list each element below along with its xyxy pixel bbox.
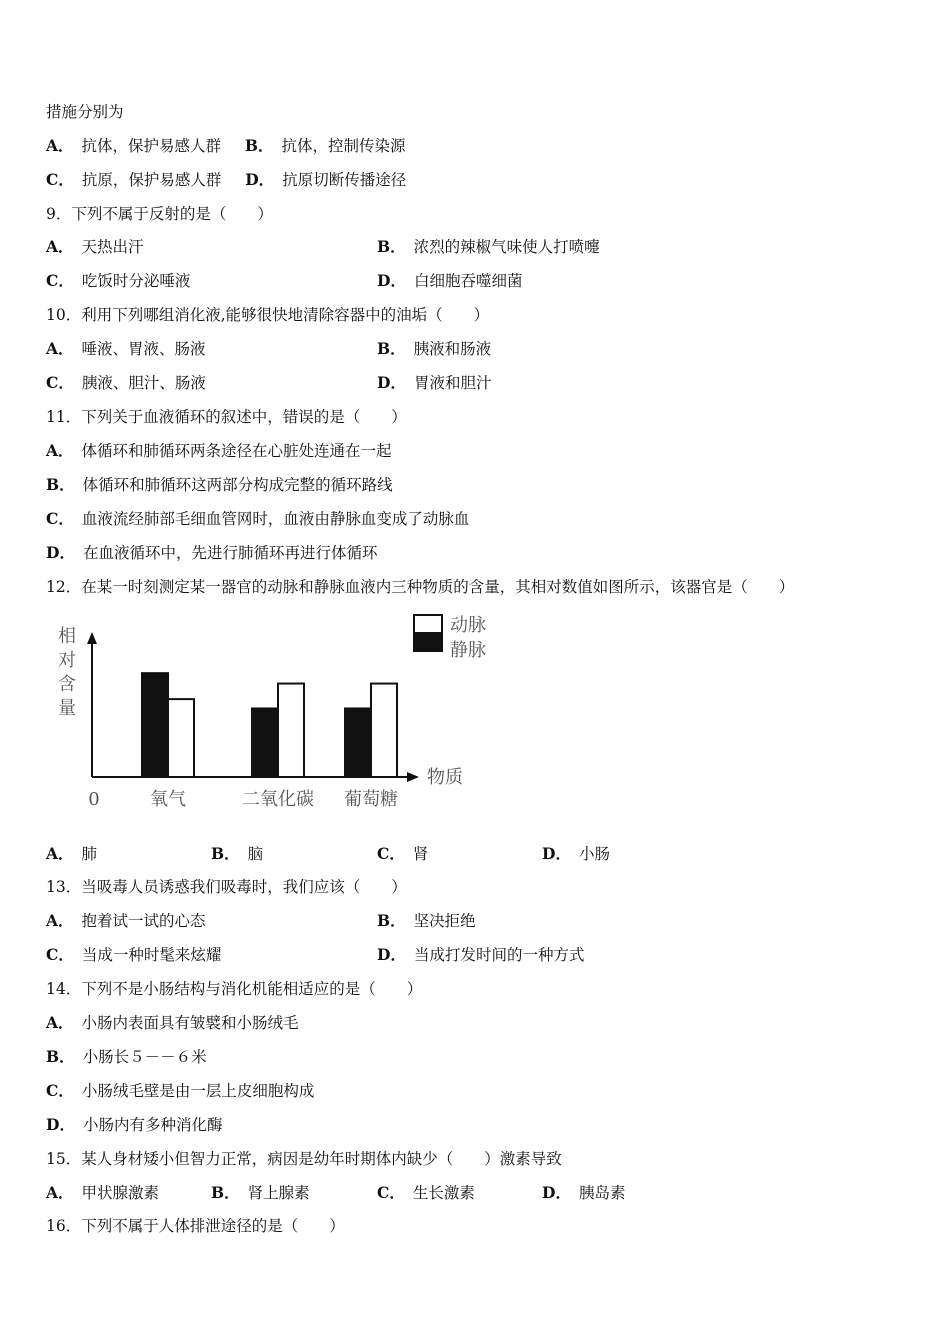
q10-option-b-text: 胰液和肠液 [413,340,492,358]
q14-stem: 14．下列不是小肠结构与消化机能相适应的是（ ） [46,980,423,998]
q13-option-d-label: D． [377,945,406,964]
q8-option-b-text: 抗体，控制传染源 [281,137,406,155]
q11-option-b [46,475,393,495]
q13-option-a-text: 抱着试一试的心态 [81,912,206,930]
bar-动脉-二氧化碳 [278,684,304,777]
q8-option-a-text: 抗体，保护易感人群 [81,137,222,155]
q15-option-c-text: 生长激素 [412,1184,475,1202]
q15-option-d [542,1183,625,1203]
bar-动脉-葡萄糖 [371,684,397,777]
q9-option-d-text: 白细胞吞噬细菌 [413,272,523,290]
q14-option-d-text: 小肠内有多种消化酶 [82,1116,223,1134]
q10-option-d [377,373,491,393]
q8-option-a-label: A． [46,136,74,155]
q13-option-b-label: B． [377,911,406,930]
q13-option-a [46,911,206,931]
q12-option-b-label: B． [211,844,240,863]
q10-option-c-label: C． [46,373,74,392]
q12-option-d [542,844,610,864]
legend-swatch-动脉 [414,615,442,633]
q13-option-b-text: 坚决拒绝 [413,912,476,930]
q10-option-d-text: 胃液和胆汁 [413,374,492,392]
q12-bar-chart [52,612,512,822]
q11-option-b-text: 体循环和肺循环这两部分构成完整的循环路线 [82,476,393,494]
q10-option-a-label: A． [46,339,74,358]
legend-label-动脉: 动脉 [450,615,486,636]
bar-静脉-葡萄糖 [345,708,371,777]
q9-option-d [377,271,522,291]
y-axis-label: 含 [58,674,76,695]
q15-option-b [211,1183,310,1203]
q9-option-a [46,237,144,257]
q13-option-a-label: A． [46,911,74,930]
q12-option-d-text: 小肠 [578,845,610,863]
q15-option-c-label: C． [377,1183,405,1202]
q15-option-c [377,1183,475,1203]
q13-stem: 13．当吸毒人员诱惑我们吸毒时，我们应该（ ） [46,878,407,896]
bar-动脉-氧气 [168,699,194,777]
x-axis-label: 物质 [427,767,463,788]
q8-options-row-2 [46,170,406,190]
q13-option-b [377,911,476,931]
q8-option-b-label: B． [244,136,274,155]
q14-option-c-text: 小肠绒毛壁是由一层上皮细胞构成 [81,1082,315,1100]
q9-option-a-label: A． [46,237,74,256]
q14-option-d-label: D． [46,1115,75,1134]
q11-option-d-label: D． [46,543,75,562]
chart-bars [142,673,397,777]
q12-option-c [377,844,428,864]
q8-option-c-label: C． [46,170,74,189]
q10-option-b [377,339,491,359]
q10-stem: 10．利用下列哪组消化液,能够很快地清除容器中的油垢（ ） [46,306,490,324]
y-axis-arrow-icon [87,632,97,644]
legend-label-静脉: 静脉 [450,640,486,661]
q13-option-c [46,945,221,965]
q16-stem: 16．下列不属于人体排泄途径的是（ ） [46,1217,345,1235]
bar-静脉-氧气 [142,673,168,777]
origin-label: 0 [88,789,100,810]
x-axis-arrow-icon [407,772,419,782]
y-axis-label: 相 [58,626,76,647]
q11-option-a-text: 体循环和肺循环两条途径在心脏处连通在一起 [81,442,392,460]
q15-option-d-text: 胰岛素 [578,1184,626,1202]
q15-option-a-label: A． [46,1183,74,1202]
q12-option-b [211,844,263,864]
q9-stem: 9．下列不属于反射的是（ ） [46,205,273,223]
q10-option-a [46,339,206,359]
q12-option-a [46,844,97,864]
q10-option-d-label: D． [377,373,406,392]
q14-option-a-label: A． [46,1013,74,1032]
q14-option-b-label: B． [46,1047,75,1066]
x-tick-label: 二氧化碳 [242,789,314,810]
q9-option-c [46,271,190,291]
q10-option-b-label: B． [377,339,406,358]
q14-option-b-text: 小肠长５－－６米 [82,1048,207,1066]
q11-option-c-text: 血液流经肺部毛细血管网时，血液由静脉血变成了动脉血 [81,510,470,528]
q12-option-c-label: C． [377,844,405,863]
q14-option-a-text: 小肠内表面具有皱襞和小肠绒毛 [81,1014,299,1032]
q13-option-d [377,945,584,965]
q13-option-c-text: 当成一种时髦来炫耀 [81,946,222,964]
q9-option-b [377,237,600,257]
q9-option-c-text: 吃饭时分泌唾液 [81,272,191,290]
q11-stem: 11．下列关于血液循环的叙述中，错误的是（ ） [46,408,407,426]
q11-option-a [46,441,392,461]
q10-option-c [46,373,206,393]
q8-option-c-text: 抗原，保护易感人群 [81,171,222,189]
q9-option-b-text: 浓烈的辣椒气味使人打喷嚏 [413,238,600,256]
q9-option-d-label: D． [377,271,406,290]
q15-option-a-text: 甲状腺激素 [81,1184,160,1202]
q8-option-d-label: D． [245,170,275,189]
q11-option-b-label: B． [46,475,75,494]
q12-option-d-label: D． [542,844,571,863]
q8-options-row-1 [46,136,406,156]
bar-静脉-二氧化碳 [252,708,278,777]
y-axis-label: 对 [58,650,76,671]
q11-option-d [46,543,377,563]
q12-option-a-label: A． [46,844,74,863]
q12-option-c-text: 肾 [412,845,429,863]
q14-option-c [46,1081,314,1101]
q11-option-a-label: A． [46,441,74,460]
x-tick-label: 氧气 [150,789,186,810]
legend-swatch-静脉 [414,633,442,651]
q15-option-b-label: B． [211,1183,240,1202]
q10-option-c-text: 胰液、胆汁、肠液 [81,374,206,392]
q15-stem: 15．某人身材矮小但智力正常，病因是幼年时期体内缺少（ ）激素导致 [46,1150,562,1168]
q9-option-a-text: 天热出汗 [81,238,144,256]
q14-option-d [46,1115,222,1135]
q12-stem: 12．在某一时刻测定某一器官的动脉和静脉血液内三种物质的含量，其相对数值如图所示，该器官是（ ） [46,578,795,596]
q15-option-a [46,1183,159,1203]
q15-option-d-label: D． [542,1183,571,1202]
q13-option-d-text: 当成打发时间的一种方式 [413,946,585,964]
q9-option-b-label: B． [377,237,406,256]
q8-stem-tail: 措施分别为 [46,103,124,121]
q8-option-d-text: 抗原切断传播途径 [282,171,407,189]
q11-option-d-text: 在血液循环中，先进行肺循环再进行体循环 [82,544,378,562]
q14-option-c-label: C． [46,1081,74,1100]
q12-option-b-text: 脑 [247,845,264,863]
q9-option-c-label: C． [46,271,74,290]
chart-legend [414,615,486,661]
q11-option-c-label: C． [46,509,74,528]
q10-option-a-text: 唾液、胃液、肠液 [81,340,206,358]
q13-option-c-label: C． [46,945,74,964]
q12-option-a-text: 肺 [81,845,98,863]
x-tick-label: 葡萄糖 [344,789,398,810]
q11-option-c [46,509,469,529]
q14-option-b [46,1047,207,1067]
y-axis-label: 量 [58,698,76,719]
q14-option-a [46,1013,299,1033]
q15-option-b-text: 肾上腺素 [247,1184,310,1202]
